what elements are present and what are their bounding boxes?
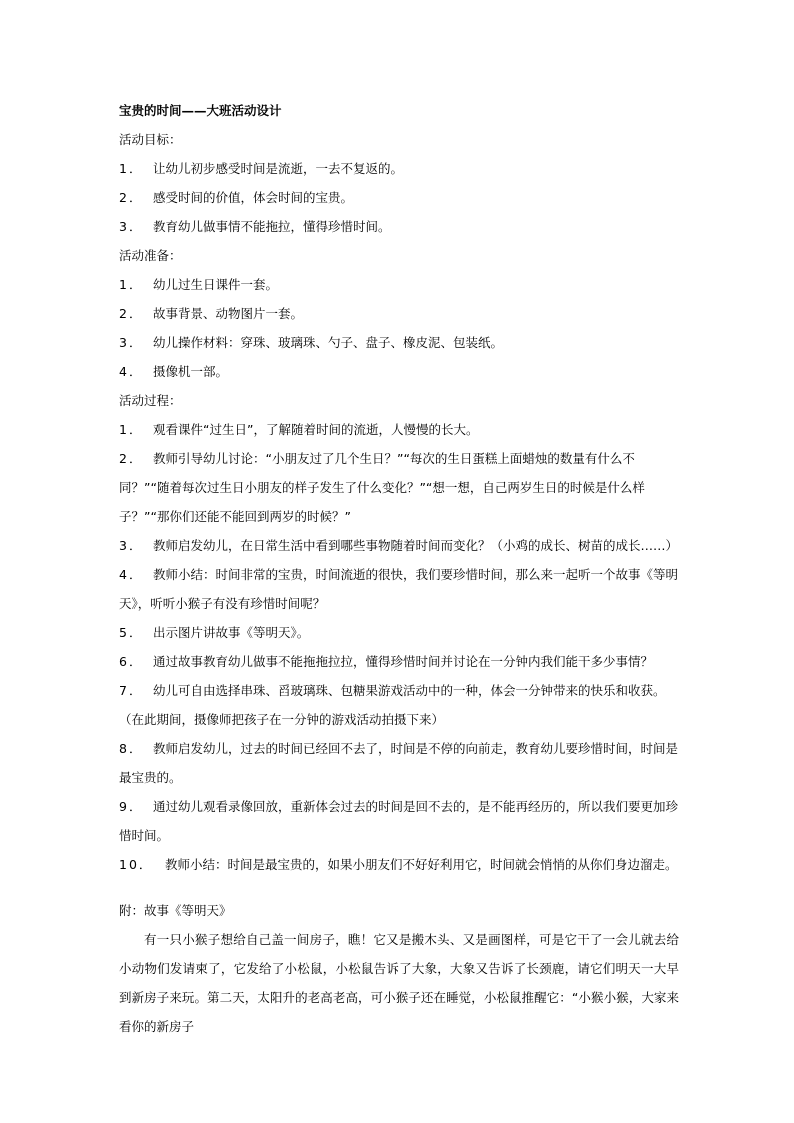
item-text: 观看课件“过生日”，了解随着时间的流逝，人慢慢的长大。 <box>153 422 479 437</box>
item-text: 通过故事教育幼儿做事不能拖拖拉拉，懂得珍惜时间并讨论在一分钟内我们能干多少事情？ <box>153 654 654 669</box>
list-item <box>119 212 679 241</box>
list-item <box>119 357 679 386</box>
item-number: 3． <box>119 219 144 234</box>
item-number: 7． <box>119 683 144 698</box>
item-number: 9． <box>119 799 144 814</box>
item-number: 4． <box>119 567 144 582</box>
list-item <box>119 183 679 212</box>
item-number: 1． <box>119 422 144 437</box>
list-item <box>119 270 679 299</box>
item-text: 感受时间的价值，体会时间的宝贵。 <box>153 190 354 205</box>
item-text: 教师小结：时间是最宝贵的，如果小朋友们不好好利用它，时间就会悄悄的从你们身边溜走。 <box>165 857 678 872</box>
item-number: 2． <box>119 451 144 466</box>
item-text: 教师启发幼儿，在日常生活中看到哪些事物随着时间而变化？（小鸡的成长、树苗的成长……） <box>153 538 679 553</box>
list-item <box>119 850 679 879</box>
item-number: 8． <box>119 741 144 756</box>
list-item <box>119 415 679 444</box>
item-text: 通过幼儿观看录像回放，重新体会过去的时间是回不去的，是不能再经历的，所以我们要更加珍惜时间。 <box>119 799 679 843</box>
item-text: 故事背景、动物图片一套。 <box>153 306 304 321</box>
item-text: 教师小结：时间非常的宝贵，时间流逝的很快，我们要珍惜时间，那么来一起听一个故事《等明天》，听听小猴子有没有珍惜时间呢？ <box>119 567 679 611</box>
list-item <box>119 647 679 676</box>
item-text: 摄像机一部。 <box>153 364 229 379</box>
item-text: 幼儿过生日课件一套。 <box>153 277 279 292</box>
item-number: 3． <box>119 538 144 553</box>
document-page <box>119 96 679 1041</box>
list-item <box>119 792 679 850</box>
list-item <box>119 618 679 647</box>
item-number: 6． <box>119 654 144 669</box>
list-item <box>119 299 679 328</box>
item-number: 4． <box>119 364 144 379</box>
process-heading: 活动过程： <box>119 393 182 408</box>
item-number: 1． <box>119 277 144 292</box>
item-text: 教育幼儿做事情不能拖拉，懂得珍惜时间。 <box>153 219 391 234</box>
item-text: 幼儿可自由选择串珠、舀玻璃珠、包糖果游戏活动中的一种，体会一分钟带来的快乐和收获。（在此期间，摄像师把孩子在一分钟的游戏活动拍摄下来） <box>119 683 666 727</box>
appendix-heading: 附：故事《等明天》 <box>119 903 232 918</box>
item-number: 1． <box>119 161 144 176</box>
item-text: 让幼儿初步感受时间是流逝，一去不复返的。 <box>153 161 404 176</box>
document-title: 宝贵的时间——大班活动设计 <box>119 103 282 118</box>
item-number: 2． <box>119 190 144 205</box>
list-item <box>119 531 679 560</box>
goals-heading: 活动目标： <box>119 132 182 147</box>
section-gap <box>119 879 679 896</box>
item-text: 教师启发幼儿，过去的时间已经回不去了，时间是不停的向前走，教育幼儿要珍惜时间，时间是最宝贵的。 <box>119 741 679 785</box>
list-item <box>119 154 679 183</box>
list-item <box>119 560 679 618</box>
story-paragraph: 有一只小猴子想给自己盖一间房子，瞧！它又是搬木头、又是画图样，可是它干了一会儿就去给小动物们发请柬了，它发给了小松鼠，小松鼠告诉了大象，大象又告诉了长颈鹿，请它们明天一大早到新房子来玩。第二天，太阳升的老高老高，可小猴子还在睡觉，小松鼠推醒它：“小猴小猴，大家来看你的新房子 <box>119 932 679 1034</box>
list-item <box>119 676 679 734</box>
item-number: 10． <box>119 857 154 872</box>
item-text: 教师引导幼儿讨论：“小朋友过了几个生日？”“每次的生日蛋糕上面蜡烛的数量有什么不同？”“随着每次过生日小朋友的样子发生了什么变化？”“想一想，自己两岁生日的时候是什么样子？”“那你们还能不能回到两岁的时候？” <box>119 451 645 524</box>
item-text: 幼儿操作材料：穿珠、玻璃珠、勺子、盘子、橡皮泥、包装纸。 <box>153 335 504 350</box>
item-number: 2． <box>119 306 144 321</box>
list-item <box>119 328 679 357</box>
item-number: 5． <box>119 625 144 640</box>
list-item <box>119 444 679 531</box>
item-number: 3． <box>119 335 144 350</box>
story-body <box>119 925 679 1041</box>
prep-heading: 活动准备： <box>119 248 182 263</box>
list-item <box>119 734 679 792</box>
item-text: 出示图片讲故事《等明天》。 <box>153 625 310 640</box>
